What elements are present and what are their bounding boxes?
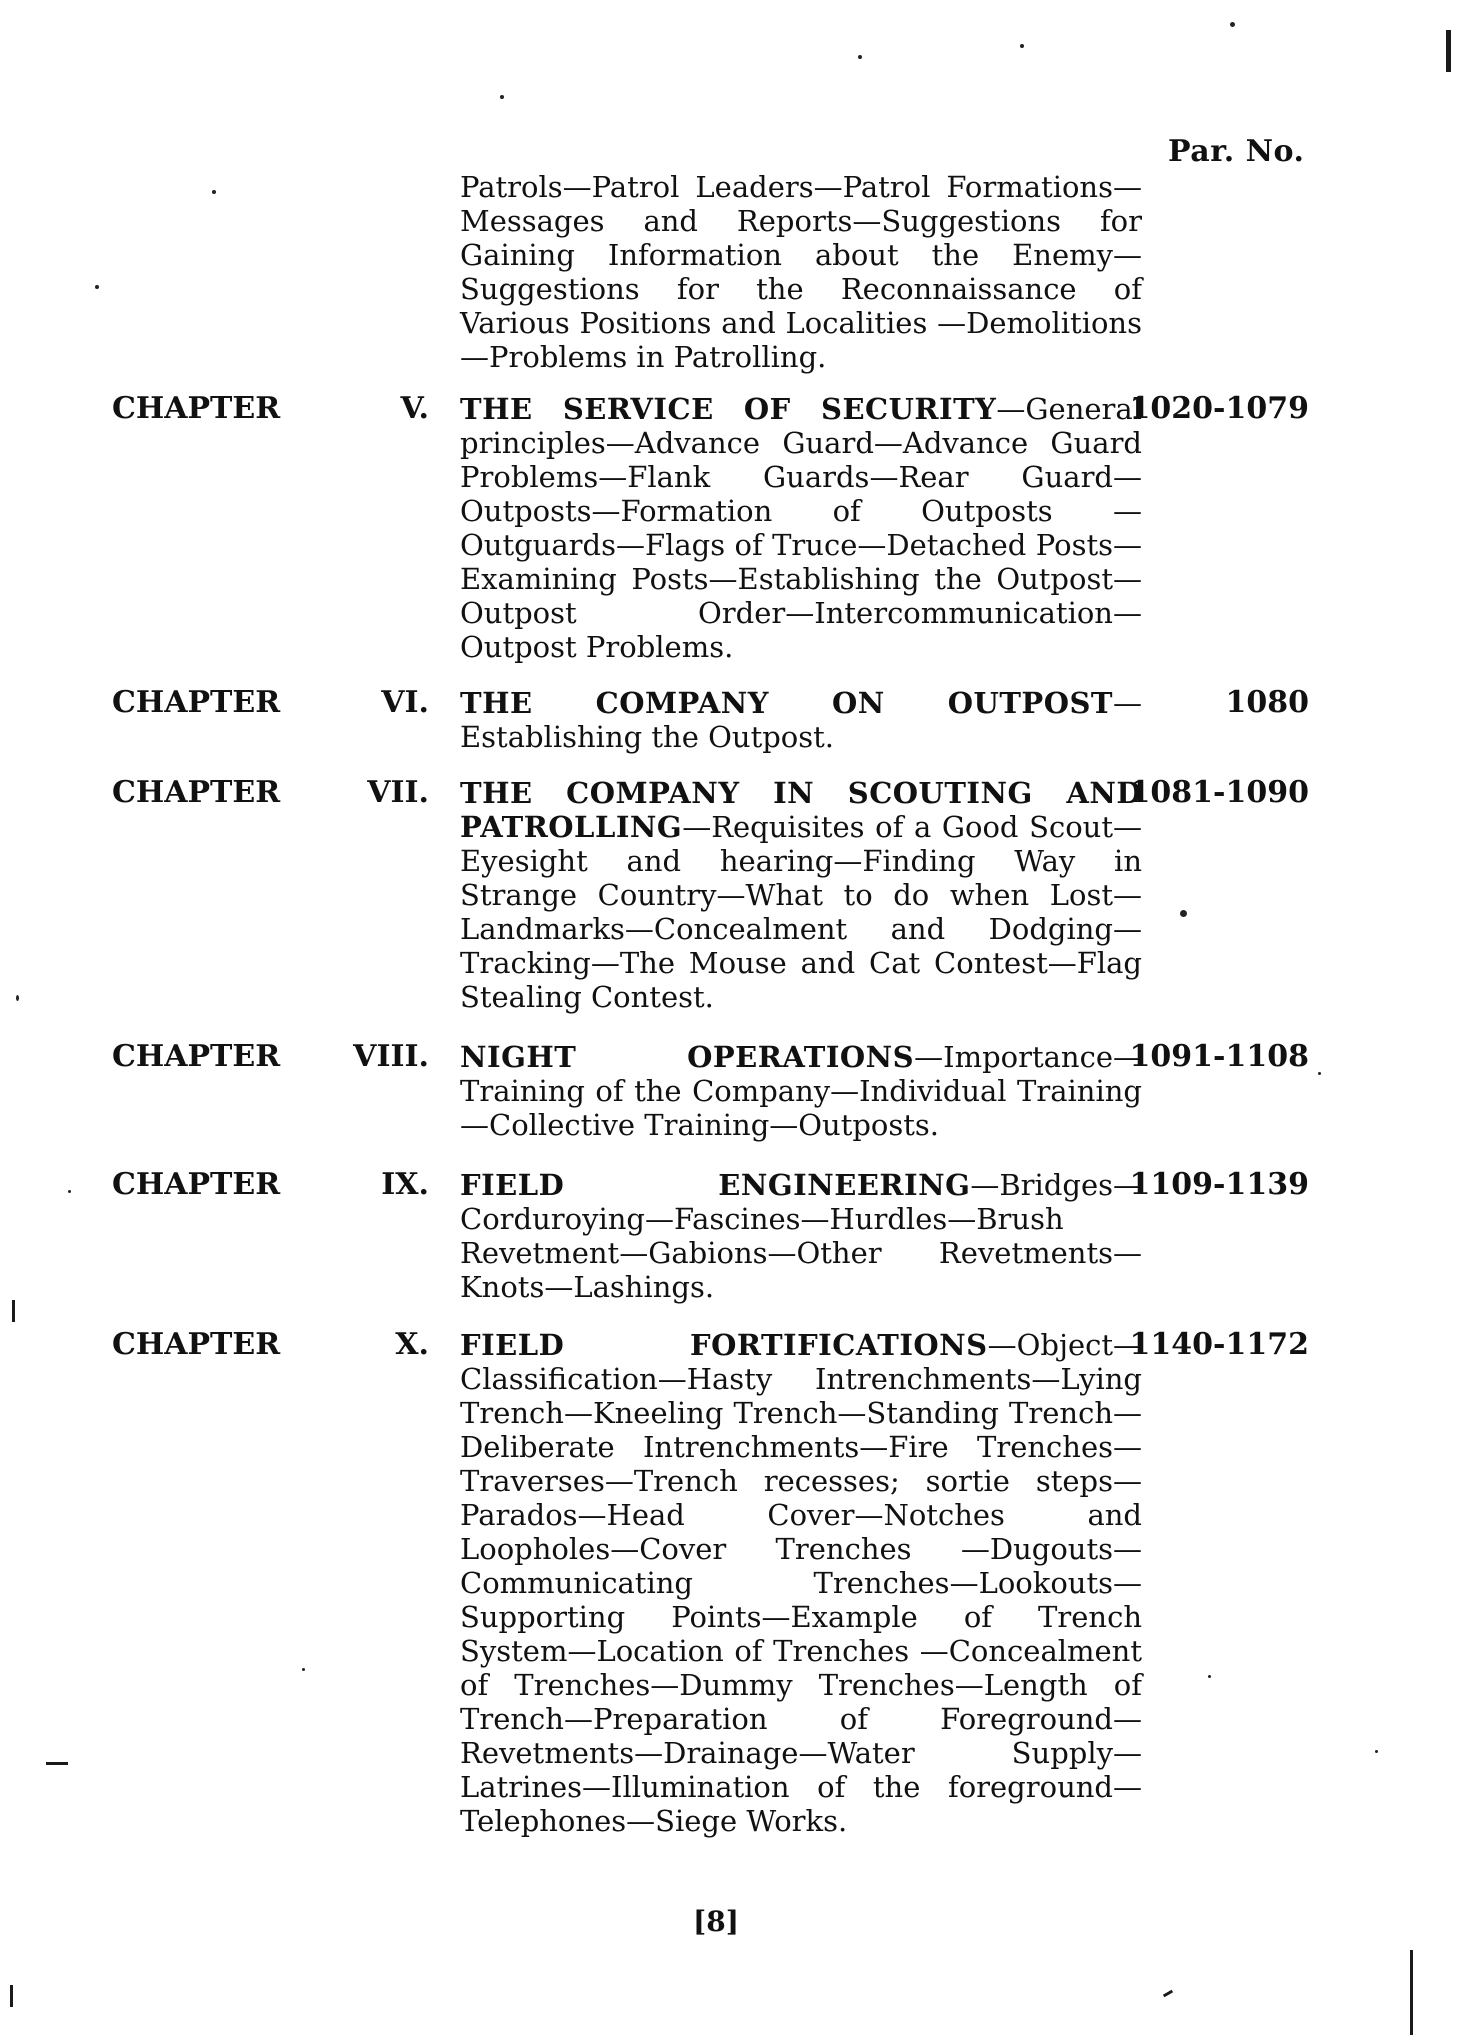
chapter-title: THE COMPANY ON OUTPOST <box>460 686 1113 720</box>
chapter-entry-vi <box>0 686 1469 756</box>
chapter-label: CHAPTER <box>112 1167 281 1202</box>
scan-edge-mark <box>1163 1990 1173 1998</box>
scan-speck <box>1230 22 1235 27</box>
scan-speck <box>1375 1750 1378 1753</box>
chapter-par-no: 1020-1079 <box>1129 391 1309 426</box>
chapter-entry-x <box>0 1328 1469 1888</box>
chapter-number: VIII. <box>353 1039 429 1074</box>
scan-edge-mark <box>12 1300 15 1322</box>
chapter-body <box>460 686 1142 754</box>
scan-edge-mark <box>1410 1950 1413 2035</box>
chapter-par-no: 1080 <box>1225 685 1309 720</box>
par-no-heading: Par. No. <box>1168 134 1305 169</box>
chapter-description: —Requisites of a Good Scout—Eyesight and hearing—Finding Way in Strange Country—What to do when Lost—Landmarks—Concealment and Dodging—Tracking—The Mouse and Cat Contest—Flag Stealing Contest. <box>460 810 1142 1014</box>
scan-edge-mark <box>46 1762 68 1765</box>
scan-speck <box>95 285 99 289</box>
scan-speck <box>16 995 19 1001</box>
scan-speck <box>302 1668 305 1671</box>
chapter-par-no: 1109-1139 <box>1129 1167 1309 1202</box>
chapter-body <box>460 1328 1142 1838</box>
intro-paragraph: Patrols—Patrol Leaders—Patrol Formations—Messages and Reports—Suggestions for Gaining Information about the Enemy—Suggestions for the Reconnaissance of Various Positions and Localities —Demolitions—Problems in Patrolling. <box>460 170 1142 374</box>
chapter-label: CHAPTER <box>112 1039 281 1074</box>
chapter-body <box>460 1040 1142 1142</box>
chapter-title: THE SERVICE OF SECURITY <box>460 392 997 426</box>
chapter-entry-vii <box>0 776 1469 1016</box>
chapter-par-no: 1140-1172 <box>1129 1327 1309 1362</box>
chapter-description: —Establishing the Outpost. <box>460 686 1142 754</box>
chapter-body <box>460 1168 1142 1304</box>
chapter-number: X. <box>395 1327 429 1362</box>
chapter-label: CHAPTER <box>112 1327 281 1362</box>
chapter-number: VII. <box>367 775 429 810</box>
chapter-entry-viii <box>0 1040 1469 1145</box>
scan-edge-mark <box>10 1985 13 2007</box>
chapter-description: —Bridges—Corduroying—Fascines—Hurdles—Brush Revetment—Gabions—Other Revetments—Knots—Lashings. <box>460 1168 1142 1304</box>
chapter-par-no: 1091-1108 <box>1129 1039 1309 1074</box>
chapter-title: FIELD ENGINEERING <box>460 1168 971 1202</box>
chapter-description: —Object—Classification—Hasty Intrenchments—Lying Trench—Kneeling Trench—Standing Trench—Deliberate Intrenchments—Fire Trenches—Traverses—Trench recesses; sortie steps—Parados—Head Cover—Notches and Loopholes—Cover Trenches —Dugouts—Communicating Trenches—Lookouts—Supporting Points—Example of Trench System—Location of Trenches —Concealment of Trenches—Dummy Trenches—Length of Trench—Preparation of Foreground—Revetments—Drainage—Water Supply—Latrines—Illumination of the foreground—Telephones—Siege Works. <box>460 1328 1142 1838</box>
chapter-entry-ix <box>0 1168 1469 1308</box>
scan-speck <box>1180 910 1187 917</box>
scan-speck <box>500 95 504 99</box>
chapter-title: FIELD FORTIFICATIONS <box>460 1328 988 1362</box>
chapter-title: THE COMPANY IN SCOUTING AND PATROLLING <box>460 776 1142 844</box>
scan-edge-mark <box>1446 30 1451 72</box>
chapter-number: V. <box>400 391 429 426</box>
scan-speck <box>858 55 862 59</box>
scan-speck <box>68 1190 71 1193</box>
scan-speck <box>1318 1072 1321 1075</box>
chapter-description: —General principles—Advance Guard—Advance Guard Problems—Flank Guards—Rear Guard—Outposts—Formation of Outposts —Outguards—Flags of Truce—Detached Posts—Examining Posts—Establishing the Outpost—Outpost Order—Intercommunication—Outpost Problems. <box>460 392 1142 664</box>
chapter-body <box>460 392 1142 664</box>
chapter-number: VI. <box>381 685 429 720</box>
chapter-par-no: 1081-1090 <box>1129 775 1309 810</box>
chapter-label: CHAPTER <box>112 685 281 720</box>
chapter-entry-v <box>0 392 1469 662</box>
chapter-label: CHAPTER <box>112 775 281 810</box>
chapter-label: CHAPTER <box>112 391 281 426</box>
scan-speck <box>1020 44 1024 48</box>
chapter-number: IX. <box>381 1167 429 1202</box>
chapter-body <box>460 776 1142 1014</box>
scan-speck <box>212 190 216 194</box>
scan-speck <box>1208 1675 1211 1678</box>
chapter-description: —Importance—Training of the Company—Individual Training—Collective Training—Outposts. <box>460 1040 1142 1142</box>
page-number: [8] <box>693 1905 739 1938</box>
chapter-title: NIGHT OPERATIONS <box>460 1040 915 1074</box>
